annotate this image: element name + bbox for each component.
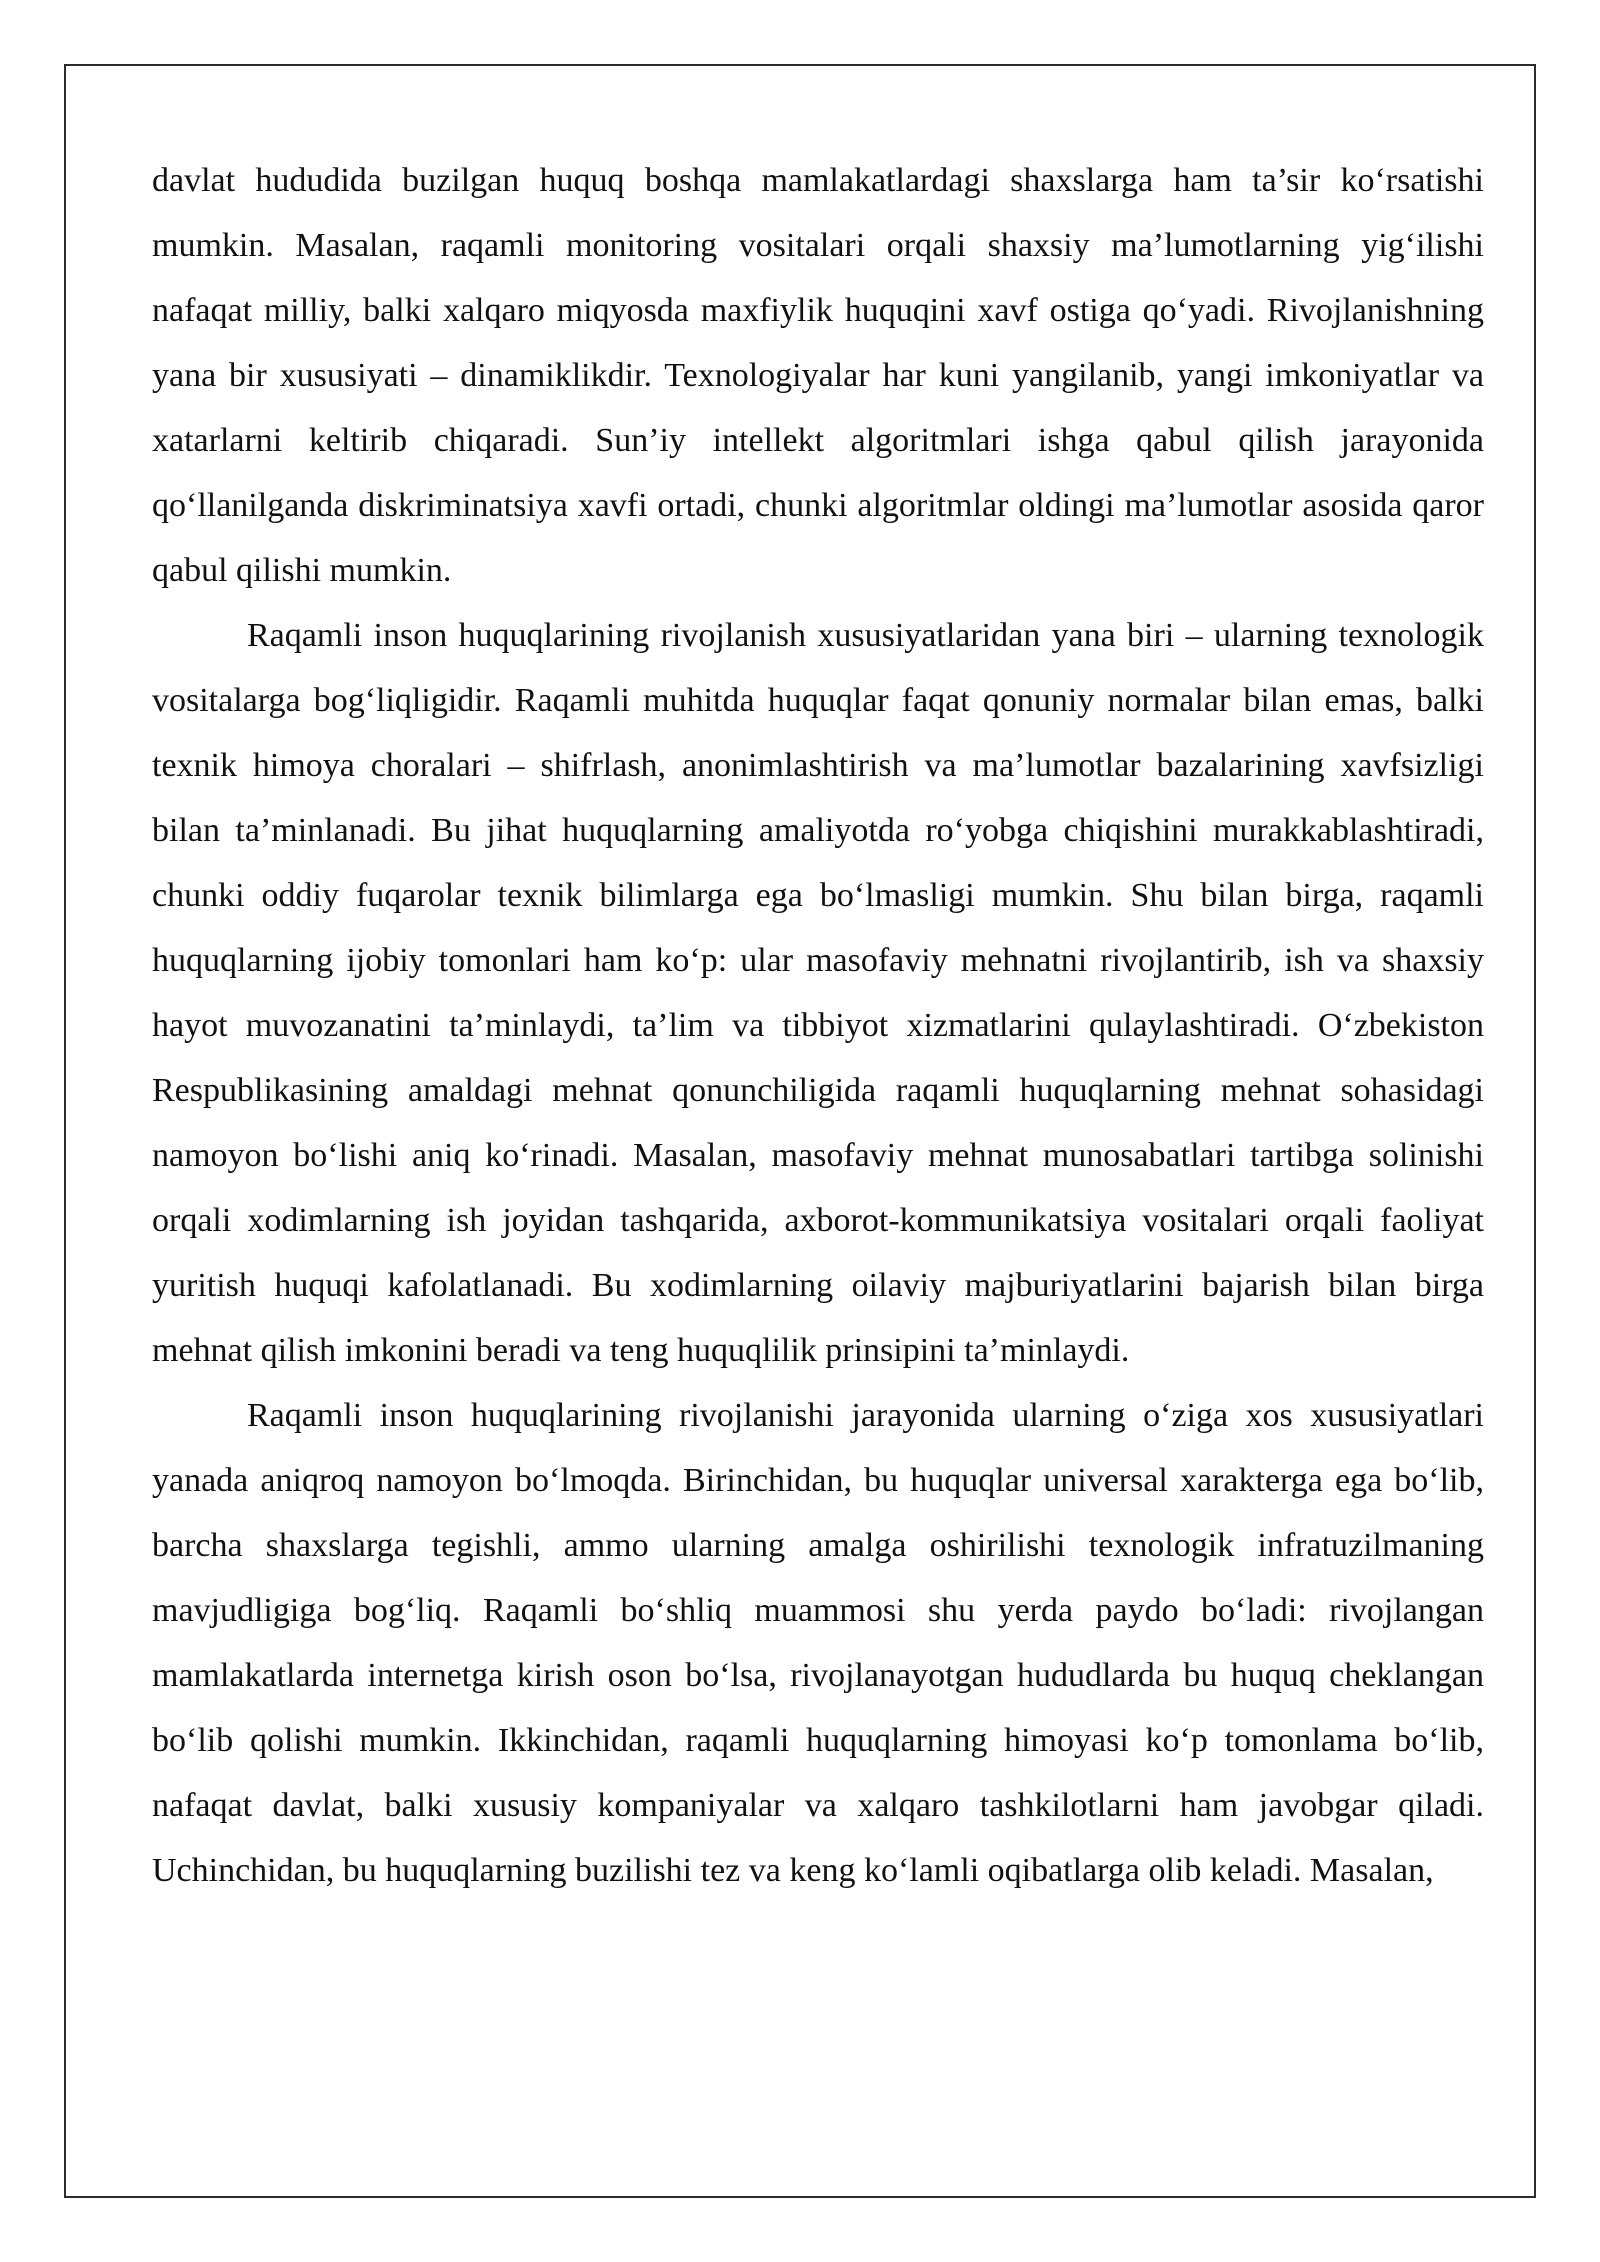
paragraph: Raqamli inson huquqlarining rivojlanishi jarayonida ularning o‘ziga xos xususiyatlari yanada aniqroq namoyon bo‘lmoqda. Birinchidan, bu huquqlar universal xarakterga ega bo‘lib, barcha shaxslarga tegishli, ammo ularning amalga oshirilishi texnologik infratuzilmaning mavjudligiga bog‘liq. Raqamli bo‘shliq muammosi shu yerda paydo bo‘ladi: rivojlangan mamlakatlarda internetga kirish oson bo‘lsa, rivojlanayotgan hududlarda bu huquq cheklangan bo‘lib qolishi mumkin. Ikkinchidan, raqamli huquqlarning himoyasi ko‘p tomonlama bo‘lib, nafaqat davlat, balki xususiy kompaniyalar va xalqaro tashkilotlarni ham javobgar qiladi. Uchinchidan, bu huquqlarning buzilishi tez va keng ko‘lamli oqibatlarga olib keladi. Masalan, <box>152 1397 1484 1889</box>
document-body <box>152 148 1484 1903</box>
paragraph: Raqamli inson huquqlarining rivojlanish xususiyatlaridan yana biri – ularning texnologik vositalarga bog‘liqligidir. Raqamli muhitda huquqlar faqat qonuniy normalar bilan emas, balki texnik himoya choralari – shifrlash, anonimlashtirish va ma’lumotlar bazalarining xavfsizligi bilan ta’minlanadi. Bu jihat huquqlarning amaliyotda ro‘yobga chiqishini murakkablashtiradi, chunki oddiy fuqarolar texnik bilimlarga ega bo‘lmasligi mumkin. Shu bilan birga, raqamli huquqlarning ijobiy tomonlari ham ko‘p: ular masofaviy mehnatni rivojlantirib, ish va shaxsiy hayot muvozanatini ta’minlaydi, ta’lim va tibbiyot xizmatlarini qulaylashtiradi. O‘zbekiston Respublikasining amaldagi mehnat qonunchiligida raqamli huquqlarning mehnat sohasidagi namoyon bo‘lishi aniq ko‘rinadi. Masalan, masofaviy mehnat munosabatlari tartibga solinishi orqali xodimlarning ish joyidan tashqarida, axborot-kommunikatsiya vositalari orqali faoliyat yuritish huquqi kafolatlanadi. Bu xodimlarning oilaviy majburiyatlarini bajarish bilan birga mehnat qilish imkonini beradi va teng huquqlilik prinsipini ta’minlaydi. <box>152 617 1484 1369</box>
paragraph-continuation: davlat hududida buzilgan huquq boshqa mamlakatlardagi shaxslarga ham ta’sir ko‘rsatishi mumkin. Masalan, raqamli monitoring vositalari orqali shaxsiy ma’lumotlarning yig‘ilishi nafaqat milliy, balki xalqaro miqyosda maxfiylik huquqini xavf ostiga qo‘yadi. Rivojlanishning yana bir xususiyati – dinamiklikdir. Texnologiyalar har kuni yangilanib, yangi imkoniyatlar va xatarlarni keltirib chiqaradi. Sun’iy intellekt algoritmlari ishga qabul qilish jarayonida qo‘llanilganda diskriminatsiya xavfi ortadi, chunki algoritmlar oldingi ma’lumotlar asosida qaror qabul qilishi mumkin. <box>152 162 1484 589</box>
